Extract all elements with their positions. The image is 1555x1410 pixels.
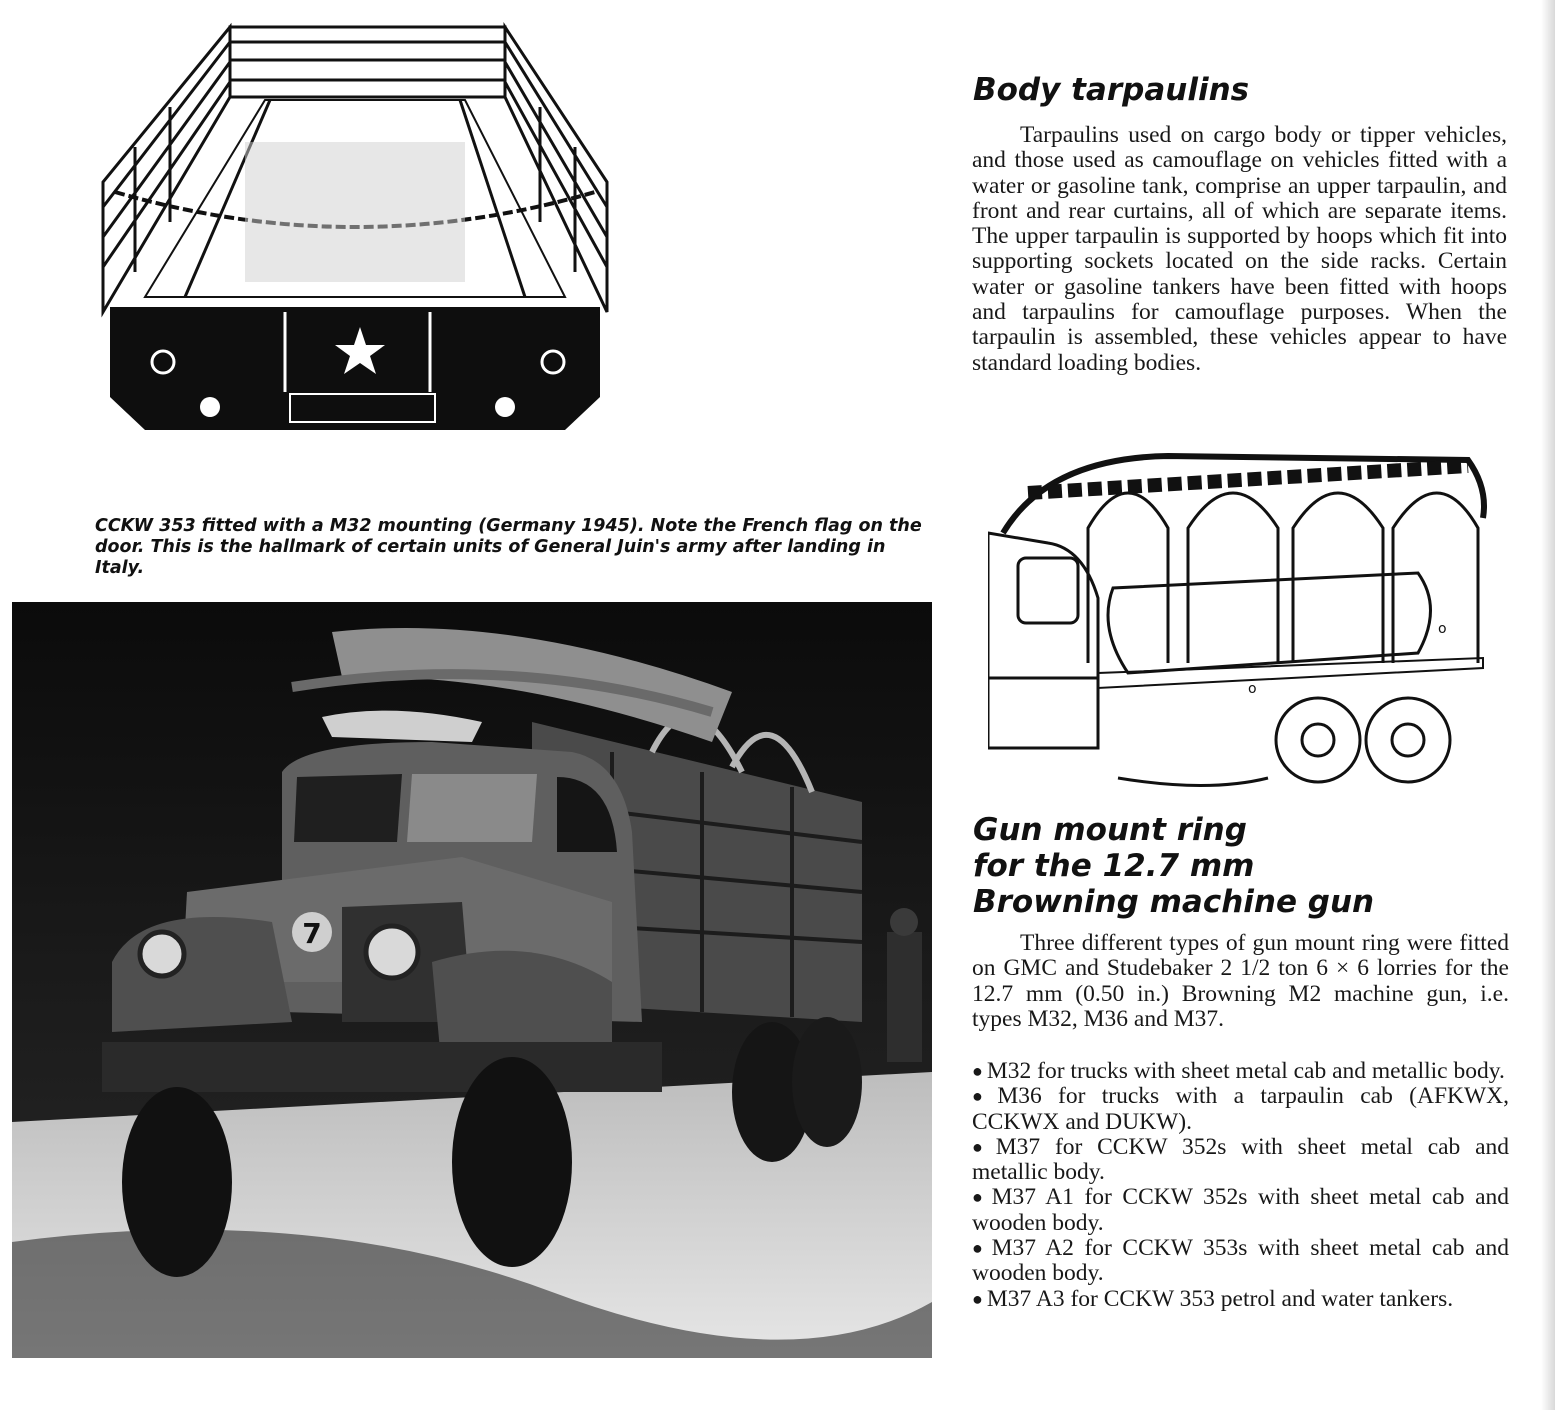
heading-gun-mount-line2: for the 12.7 mm xyxy=(973,848,1255,884)
list-item: ● M37 A1 for CCKW 352s with sheet metal cab and wooden body. xyxy=(972,1184,1510,1236)
heading-gun-mount-line1: Gun mount ring xyxy=(973,812,1247,848)
list-item: ● M36 for trucks with a tarpaulin cab (AFKWX, CCKWX and DUKW). xyxy=(972,1083,1510,1135)
page-edge-shadow xyxy=(1541,0,1555,1410)
vehicle-number: 7 xyxy=(302,917,322,950)
bullet-icon: ● xyxy=(972,1136,992,1157)
paragraph-body-tarpaulins: Tarpaulins used on cargo body or tipper vehicles, and those used as camouflage on vehicles fitted with a water or gasoline tank, comprise an upper tarpaulin, and front and rear curtains, all of which are separate items. The upper tarpaulin is supported by hoops which fit into supporting sockets located on the side racks. Certain water or gasoline tankers have been fitted with hoops and tarpaulins for camouflage purposes. When the tarpaulin is assembled, these vehicles appear to have standard loading bodies. xyxy=(972,122,1507,376)
list-item: ● M37 A3 for CCKW 353 petrol and water tankers. xyxy=(972,1285,1454,1312)
tanker-hoops-drawing xyxy=(988,448,1488,803)
gun-mount-types-list xyxy=(972,1059,1509,1312)
svg-text:o: o xyxy=(1438,621,1447,637)
bullet-icon: ● xyxy=(972,1086,994,1107)
heading-body-tarpaulins: Body tarpaulins xyxy=(973,72,1250,108)
photo-caption: CCKW 353 fitted with a M32 mounting (Germany 1945). Note the French flag on the door. This is the hallmark of certain units of General Juin's army after landing in Italy. xyxy=(95,516,922,578)
bullet-icon: ● xyxy=(972,1238,988,1259)
heading-gun-mount-line3: Browning machine gun xyxy=(973,884,1375,920)
svg-text:o: o xyxy=(1248,681,1257,697)
bullet-icon: ● xyxy=(972,1061,983,1081)
list-item: ● M37 A2 for CCKW 353s with sheet metal cab and wooden body. xyxy=(972,1235,1510,1287)
paragraph-gun-mount: Three different types of gun mount ring were fitted on GMC and Studebaker 2 1/2 ton 6 × 6 lorries for the 12.7 mm (0.50 in.) Browning M2 machine gun, i.e. types M32, M36 and M37. xyxy=(972,930,1509,1032)
list-item: ● M32 for trucks with sheet metal cab and metallic body. xyxy=(972,1058,1505,1084)
cargo-body-drawing xyxy=(95,22,615,434)
truck-photograph xyxy=(12,602,932,1358)
list-item: ● M37 for CCKW 352s with sheet metal cab and metallic body. xyxy=(972,1133,1510,1186)
bullet-icon: ● xyxy=(972,1288,983,1309)
bullet-icon: ● xyxy=(972,1187,988,1208)
